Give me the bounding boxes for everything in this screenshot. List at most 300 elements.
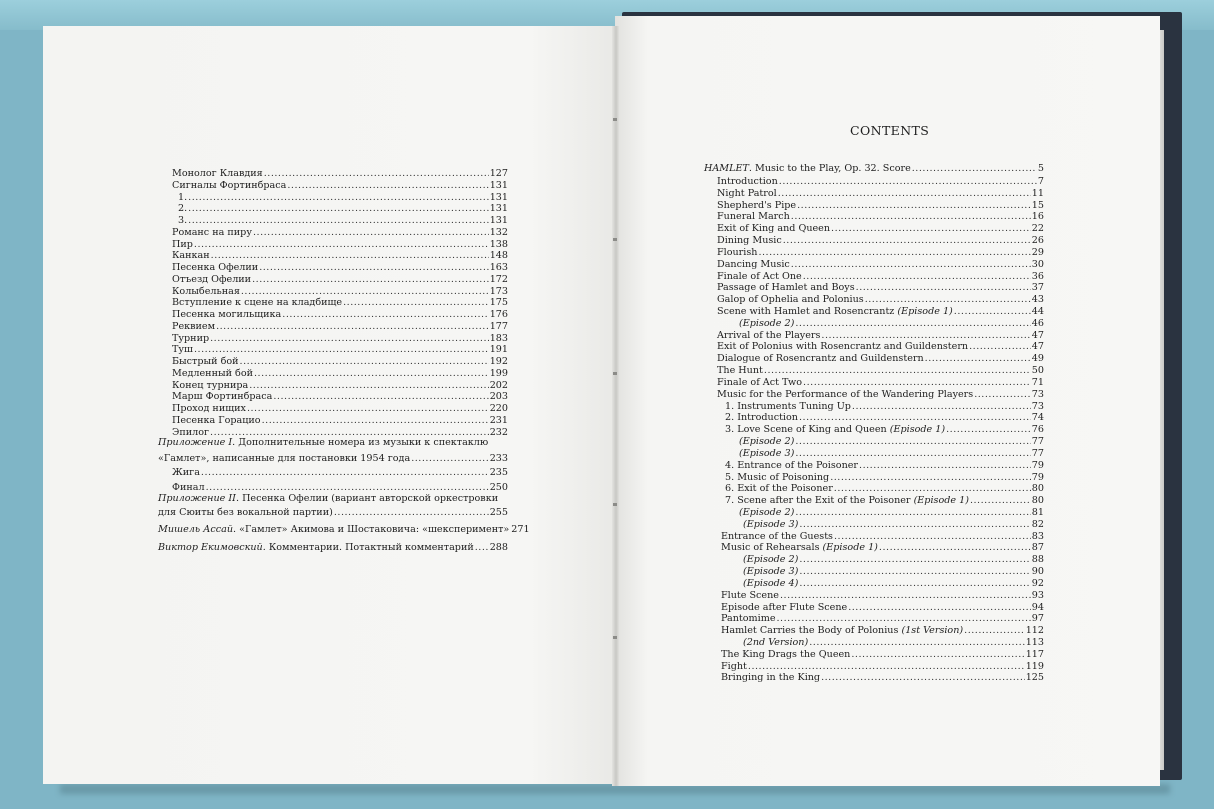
entry-italic-text: (Episode 2): [743, 554, 799, 566]
entry-title: Пир: [172, 238, 193, 250]
toc-entry: [725, 424, 1044, 436]
entry-italic-text: (Episode 4): [743, 577, 799, 589]
entry-title: Сигналы Фортинбраса: [172, 179, 287, 191]
binding-stitch: [613, 636, 617, 639]
leader-dots: [210, 333, 489, 345]
entry-title: 2. Introduction: [725, 412, 798, 424]
page-number: 255: [489, 507, 508, 518]
leader-dots: [834, 483, 1031, 495]
toc-entry: [721, 542, 1044, 554]
leader-dots: [194, 344, 489, 356]
entry-italic-text: (2nd Version): [743, 636, 809, 648]
toc-entry: [172, 333, 508, 345]
toc-entry: [172, 356, 508, 368]
leader-dots: [211, 250, 489, 262]
entry-title: 2.: [178, 203, 188, 215]
entry-title: 5. Music of Poisoning: [725, 471, 830, 483]
toc-entry: [172, 309, 508, 321]
page-number: 74: [1031, 412, 1044, 424]
page-number: 83: [1031, 530, 1044, 542]
leader-dots: [783, 235, 1031, 247]
page-number: 44: [1031, 306, 1044, 318]
leader-dots: [879, 542, 1031, 554]
leader-dots: [779, 176, 1037, 188]
page-number: 131: [489, 203, 508, 215]
leader-dots: [969, 341, 1031, 353]
toc-entry: [739, 436, 1044, 448]
entry-italic-text: (Episode 2): [739, 317, 795, 329]
page-number: 235: [489, 467, 508, 478]
page-number: 80: [1031, 483, 1044, 495]
entry-italic-text: (Episode 2): [739, 436, 795, 448]
leader-dots: [803, 271, 1031, 283]
leader-dots: [188, 192, 489, 204]
entry-title: Music of Rehearsals: [721, 542, 823, 554]
binding-stitch: [613, 118, 617, 121]
toc-entry: [717, 259, 1044, 271]
page-number: 76: [1031, 424, 1044, 436]
page-number: 233: [489, 453, 508, 464]
appendix-1-heading-cont: [158, 453, 508, 465]
page-number: 46: [1031, 317, 1044, 329]
leader-dots: [252, 274, 489, 286]
page-number: 26: [1031, 235, 1044, 247]
toc-entry: [717, 176, 1044, 188]
page-number: 43: [1031, 294, 1044, 306]
leader-dots: [852, 401, 1031, 413]
page-number: 87: [1031, 542, 1044, 554]
page-number: 199: [489, 367, 508, 379]
entry-title: Медленный бой: [172, 367, 253, 379]
entry-title: Эпилог: [172, 426, 210, 438]
leader-dots: [273, 391, 488, 403]
toc-entry: [717, 377, 1044, 389]
entry-title: Bringing in the King: [721, 672, 821, 684]
leader-dots: [799, 578, 1030, 590]
page-number: 29: [1031, 246, 1044, 258]
leader-dots: [748, 661, 1025, 673]
entry-title: Комментарии. Потактный комментарий: [268, 542, 474, 553]
leader-dots: [778, 188, 1031, 200]
page-number: 173: [489, 285, 508, 297]
page-number: 30: [1031, 258, 1044, 270]
appendix-2-heading-cont: [158, 507, 508, 519]
entry-title: Быстрый бой: [172, 356, 239, 367]
leader-dots: [241, 286, 489, 298]
entry-italic-text: (Episode 3): [743, 566, 799, 578]
entry-title: Романс на пиру: [172, 226, 252, 238]
leader-dots: [795, 436, 1030, 448]
entry-italic-text: (Episode 1): [913, 495, 969, 507]
toc-entry: [725, 412, 1044, 424]
entry-title: Episode after Flute Scene: [721, 601, 848, 613]
toc-entry: [721, 590, 1044, 602]
entry-title: Finale of Act Two: [717, 376, 803, 388]
entry-italic-text: Мишель Ассай.: [158, 524, 240, 535]
entry-title: Проход нищих: [172, 403, 246, 414]
toc-entry: [739, 448, 1044, 460]
toc-entry: [172, 286, 508, 298]
toc-entry: [717, 353, 1044, 365]
toc-entry: [743, 566, 1044, 578]
page-number: 94: [1031, 601, 1044, 613]
entry-title: Реквием: [172, 320, 216, 332]
toc-entry: [178, 203, 508, 215]
toc-entry: [721, 661, 1044, 673]
leader-dots: [254, 368, 489, 380]
entry-title: Песенка Офелии (вариант авторской оркестровки: [242, 493, 499, 504]
leader-dots: [262, 415, 489, 427]
appendix-1-heading: [158, 437, 508, 449]
page-number: 250: [489, 481, 508, 493]
entry-title: Hamlet Carries the Body of Polonius: [721, 625, 902, 637]
leader-dots: [259, 262, 488, 274]
appendix-1-item: [172, 467, 508, 479]
leader-dots: [848, 602, 1031, 614]
page-number: 7: [1037, 176, 1044, 187]
leader-dots: [791, 211, 1031, 223]
toc-entry: [717, 271, 1044, 283]
toc-entry: [717, 235, 1044, 247]
page-number: 11: [1031, 187, 1044, 199]
toc-entry: [172, 239, 508, 251]
page-number: 92: [1031, 577, 1044, 589]
entry-italic-text: (1st Version): [901, 625, 964, 637]
leader-dots: [780, 590, 1031, 602]
entry-title: Fight: [721, 660, 747, 672]
toc-entry: [725, 483, 1044, 495]
entry-title: 3.: [178, 215, 188, 226]
entry-title: Music for the Performance of the Wandering Players: [717, 388, 974, 400]
page-number: 73: [1031, 400, 1044, 412]
entry-title: Arrival of the Players: [717, 329, 821, 341]
leader-dots: [799, 412, 1031, 424]
toc-entry: [172, 321, 508, 333]
page-number: 37: [1031, 282, 1044, 294]
entry-title: Entrance of the Guests: [721, 530, 833, 542]
page-number: 22: [1031, 223, 1044, 235]
toc-entry: [717, 223, 1044, 235]
leader-dots: [856, 282, 1031, 294]
leader-dots: [240, 356, 489, 368]
leader-dots: [912, 163, 1037, 175]
entry-title: Scene with Hamlet and Rosencrantz: [717, 306, 898, 318]
entry-title: Дополнительные номера из музыки к спектаклю: [238, 437, 489, 448]
page-number: 183: [489, 332, 508, 344]
page-number: 73: [1031, 388, 1044, 400]
page-number: 172: [489, 273, 508, 285]
page-number: 50: [1031, 365, 1044, 377]
page-number: 125: [1025, 672, 1044, 684]
entry-title: 7. Scene after the Exit of the Poisoner: [725, 495, 914, 507]
leader-dots: [803, 377, 1031, 389]
entry-title: Туш: [172, 344, 193, 356]
toc-entry: [172, 180, 508, 192]
leader-dots: [797, 200, 1031, 212]
page-number: 15: [1031, 199, 1044, 211]
leader-dots: [334, 507, 489, 519]
entry-title: Жига: [172, 467, 200, 478]
toc-entry: [172, 227, 508, 239]
leader-dots: [264, 168, 489, 180]
toc-entry: [717, 247, 1044, 259]
contents-title: CONTENTS: [850, 123, 930, 138]
leader-dots: [282, 309, 488, 321]
toc-entry: [721, 625, 1044, 637]
leader-dots: [821, 672, 1025, 684]
essay-entry: [158, 542, 508, 554]
leader-dots: [188, 215, 489, 227]
entry-title: 1. Instruments Tuning Up: [725, 400, 851, 412]
entry-title: Finale of Act One: [717, 270, 802, 282]
page-number: 79: [1031, 471, 1044, 483]
entry-title: Flute Scene: [721, 589, 779, 601]
page-number: 191: [489, 344, 508, 356]
entry-title: Passage of Hamlet and Boys: [717, 282, 855, 294]
leader-dots: [247, 403, 489, 415]
page-number: 271: [511, 524, 530, 535]
toc-entry: [172, 368, 508, 380]
toc-entry: [172, 403, 508, 415]
entry-title: Galop of Ophelia and Polonius: [717, 294, 864, 306]
toc-entry: [172, 168, 508, 180]
appendix-1-item: [172, 482, 508, 494]
toc-entry: [721, 649, 1044, 661]
entry-title: для Сюиты без вокальной партии): [158, 507, 333, 518]
page-number: 177: [489, 320, 508, 332]
page-number: 5: [1037, 163, 1044, 174]
entry-title: Турнир: [172, 332, 210, 344]
page-number: 203: [489, 391, 508, 403]
leader-dots: [809, 637, 1024, 649]
binding-stitch: [613, 372, 617, 375]
entry-title: Монолог Клавдия: [172, 168, 263, 179]
leader-dots: [206, 482, 489, 494]
page-number: 49: [1031, 353, 1044, 365]
toc-entry: [739, 507, 1044, 519]
page-number: 232: [489, 426, 508, 438]
page-number: 148: [489, 250, 508, 262]
page-number: 127: [489, 168, 508, 179]
leader-dots: [799, 566, 1030, 578]
page-number: 117: [1025, 648, 1044, 660]
leader-dots: [475, 542, 489, 554]
page-number: 36: [1031, 270, 1044, 282]
leader-dots: [343, 297, 489, 309]
entry-title: Shepherd's Pipe: [717, 199, 797, 211]
page-number: 71: [1031, 376, 1044, 388]
page-number: 112: [1025, 625, 1044, 637]
toc-entry: [721, 531, 1044, 543]
entry-title: Exit of King and Queen: [717, 223, 831, 235]
page-number: 81: [1031, 506, 1044, 518]
leader-dots: [287, 180, 488, 192]
entry-italic-text: Виктор Екимовский.: [158, 542, 269, 553]
page-number: 80: [1031, 495, 1044, 507]
entry-title: Финал: [172, 481, 205, 493]
page-number: 82: [1031, 518, 1044, 530]
page-number: 288: [489, 542, 508, 553]
toc-entry: [721, 613, 1044, 625]
leader-dots: [411, 453, 489, 465]
entry-title: Колыбельная: [172, 285, 240, 297]
essay-entry: [158, 524, 530, 536]
page-number: 93: [1031, 589, 1044, 601]
leader-dots: [799, 554, 1030, 566]
leader-dots: [821, 330, 1030, 342]
toc-entry: [743, 519, 1044, 531]
page-number: 192: [489, 356, 508, 367]
entry-title: Канкан: [172, 250, 210, 262]
toc-entry: [717, 282, 1044, 294]
toc-entry: [721, 672, 1044, 684]
entry-title: Night Patrol: [717, 187, 777, 199]
binding-stitch: [613, 503, 617, 506]
appendix-2-heading: [158, 493, 508, 505]
leader-dots: [834, 531, 1031, 543]
toc-entry: [172, 262, 508, 274]
entry-title: Introduction: [717, 176, 778, 187]
toc-entry: [743, 554, 1044, 566]
toc-entry: [717, 188, 1044, 200]
entry-italic-text: (Episode 1): [889, 424, 946, 436]
page-number: 113: [1025, 636, 1044, 648]
toc-entry: [739, 318, 1044, 330]
entry-title: Flourish: [717, 246, 758, 258]
entry-italic-text: (Episode 1): [897, 306, 953, 318]
toc-entry: [178, 215, 508, 227]
toc-entry: [178, 192, 508, 204]
entry-title: Вступление к сцене на кладбище: [172, 297, 343, 309]
page-number: 97: [1031, 613, 1044, 625]
leader-dots: [253, 227, 489, 239]
leader-dots: [970, 495, 1031, 507]
toc-entry: [743, 578, 1044, 590]
leader-dots: [830, 472, 1031, 484]
leader-dots: [201, 467, 489, 479]
page-number: 16: [1031, 211, 1044, 223]
entry-title: . Music to the Play, Op. 32. Score: [748, 163, 911, 174]
page-number: 131: [489, 215, 508, 226]
entry-title: «Гамлет», написанные для постановки 1954 года: [158, 453, 411, 464]
entry-title: Отъезд Офелии: [172, 273, 252, 285]
toc-entry: [743, 637, 1044, 649]
entry-title: Dialogue of Rosencrantz and Guildenstern: [717, 353, 924, 365]
page-number: 88: [1031, 554, 1044, 566]
leader-dots: [194, 239, 489, 251]
leader-dots: [974, 389, 1031, 401]
toc-entry: [717, 389, 1044, 401]
book-gutter: [612, 26, 620, 786]
page-number: 90: [1031, 566, 1044, 578]
toc-entry: [721, 602, 1044, 614]
leader-dots: [851, 649, 1024, 661]
page-number: 131: [489, 191, 508, 203]
page-number: 176: [489, 309, 508, 320]
page-number: 119: [1025, 660, 1044, 672]
leader-dots: [758, 247, 1030, 259]
leader-dots: [954, 306, 1031, 318]
toc-entry: [717, 211, 1044, 223]
leader-dots: [777, 613, 1031, 625]
page-number: 231: [489, 414, 508, 426]
page-number: 77: [1031, 436, 1044, 448]
page-number: 131: [489, 179, 508, 191]
page-number: 132: [489, 226, 508, 238]
toc-entry: [172, 344, 508, 356]
toc-entry: [725, 472, 1044, 484]
page-number: 79: [1031, 459, 1044, 471]
toc-entry: [717, 330, 1044, 342]
leader-dots: [859, 460, 1031, 472]
leader-dots: [799, 519, 1030, 531]
entry-title: 6. Exit of the Poisoner: [725, 483, 833, 495]
entry-title: 3. Love Scene of King and Queen: [725, 424, 890, 436]
page-number: 175: [489, 297, 508, 309]
entry-title: Dancing Music: [717, 258, 790, 270]
toc-entry: [725, 460, 1044, 472]
toc-entry: [172, 250, 508, 262]
toc-entry: [172, 391, 508, 403]
toc-entry: [717, 306, 1044, 318]
entry-title: The Hunt: [717, 365, 763, 377]
entry-italic-text: HAMLET: [704, 163, 749, 174]
toc-entry: [717, 294, 1044, 306]
toc-entry: [172, 380, 508, 392]
entry-title: Песенка Горацио: [172, 414, 261, 426]
entry-title: Dining Music: [717, 235, 782, 247]
entry-italic-text: (Episode 3): [739, 447, 795, 459]
main-work-entry: [704, 163, 1044, 175]
leader-dots: [249, 380, 488, 392]
leader-dots: [925, 353, 1031, 365]
leader-dots: [791, 259, 1031, 271]
toc-entry: [725, 401, 1044, 413]
leader-dots: [831, 223, 1031, 235]
page-number: 202: [489, 379, 508, 391]
entry-title: Марш Фортинбраса: [172, 391, 273, 403]
entry-title: Exit of Polonius with Rosencrantz and Guildenstern: [717, 341, 969, 353]
page-number: 47: [1031, 341, 1044, 353]
entry-italic-text: (Episode 2): [739, 506, 795, 518]
toc-entry: [172, 297, 508, 309]
leader-dots: [946, 424, 1031, 436]
toc-entry: [717, 200, 1044, 212]
toc-entry: [725, 495, 1044, 507]
toc-entry: [717, 341, 1044, 353]
entry-title: The King Drags the Queen: [721, 648, 851, 660]
page-number: 138: [489, 238, 508, 250]
toc-entry: [172, 415, 508, 427]
page-number: 77: [1031, 447, 1044, 459]
entry-title: Funeral March: [717, 211, 790, 223]
toc-entry: [172, 274, 508, 286]
entry-italic-text: (Episode 3): [743, 518, 799, 530]
leader-dots: [795, 318, 1030, 330]
entry-title: Песенка Офелии: [172, 262, 259, 273]
entry-italic-text: Приложение II.: [158, 493, 243, 504]
binding-stitch: [613, 238, 617, 241]
entry-title: «Гамлет» Акимова и Шостаковича: «шексперимент»: [239, 524, 510, 535]
toc-entry: [717, 365, 1044, 377]
page-number: 163: [489, 262, 508, 273]
leader-dots: [795, 507, 1030, 519]
leader-dots: [964, 625, 1025, 637]
page-number: 220: [489, 403, 508, 414]
entry-title: Конец турнира: [172, 379, 249, 391]
leader-dots: [795, 448, 1030, 460]
leader-dots: [865, 294, 1031, 306]
